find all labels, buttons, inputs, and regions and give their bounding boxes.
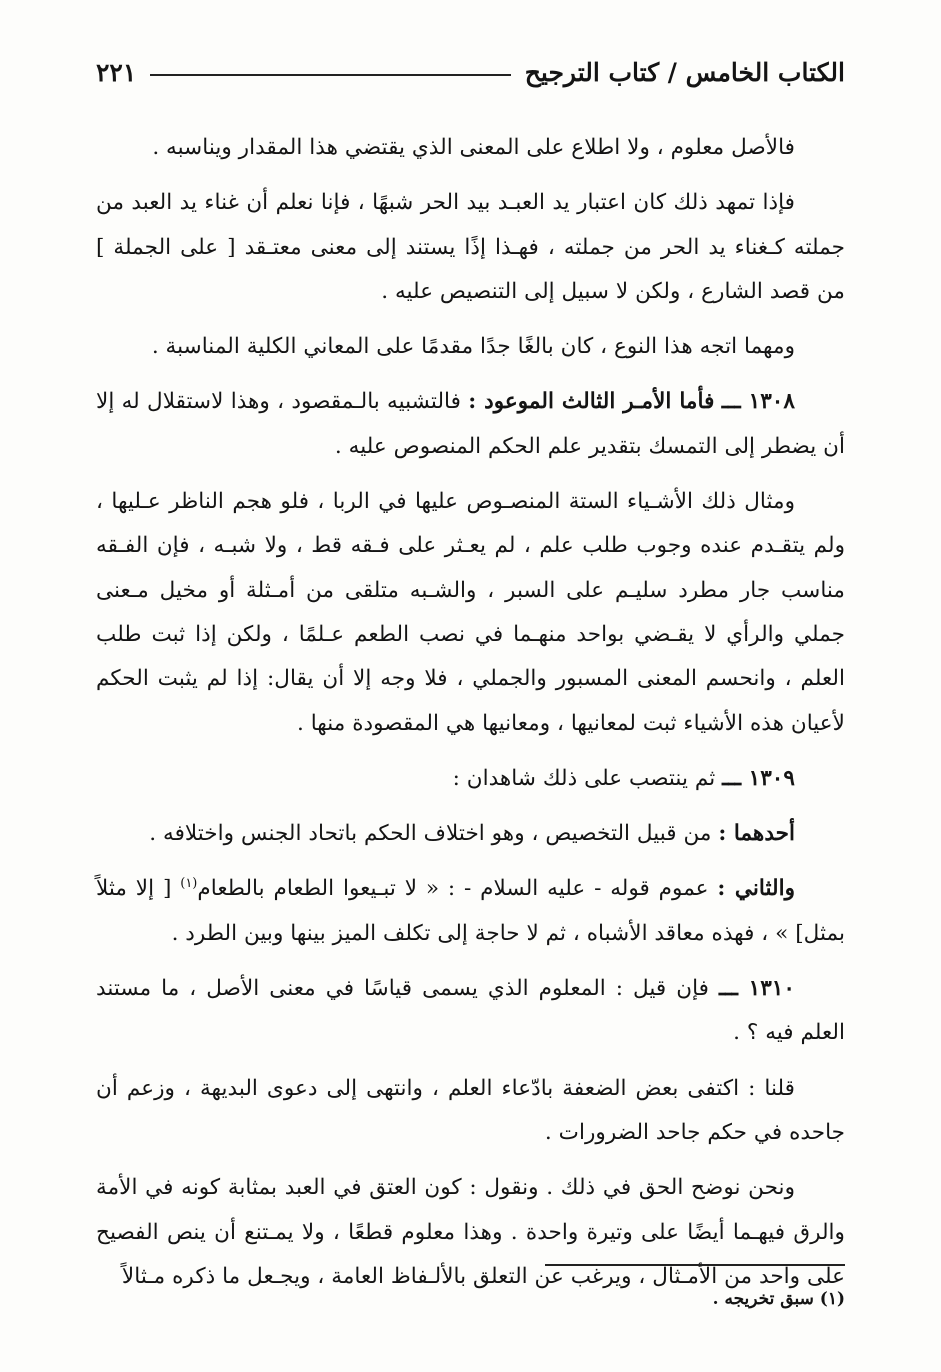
paragraph-3: ومهما اتجه هذا النوع ، كان بالغًا جدًا مقدمًا على المعاني الكلية المناسبة . — [151, 334, 795, 360]
second-witness-text-cont: [ إلا مثلاً بمثل] » ، فهذه معاقد الأشباه ، ثم لا حاجة إلى تكلف الميز بينها وبين الطرد . — [96, 876, 845, 946]
section-text-1308: فالتشبيه بالـمقصود ، وهذا لاستقلال له إلا — [96, 389, 461, 415]
paragraph-second-witness — [96, 867, 845, 956]
page-number: ٢٢١ — [96, 57, 137, 87]
first-witness-text: من قبيل التخصيص ، وهو اختلاف الحكم باتحاد الجنس واختلافه . — [149, 821, 712, 847]
label-second: والثاني : — [717, 876, 795, 902]
footnote-rule — [545, 1264, 845, 1266]
paragraph-clarification: ونحن نوضح الحق في ذلك . ونقول : كون العتق في العبد بمثابة كونه في الأمة والرق فيهـما أيضًا على وتيرة واحدة . وهذا معلوم قطعًا ، ولا يمـتنع أن ينص الفصيح على واحد من الأمـثال ، ويرغب عن التعلق بالألـفاظ العامة ، ويجـعل ما ذكره مـثالاً — [96, 1175, 845, 1289]
section-number-1309: ١٣٠٩ ـــ — [722, 765, 795, 791]
footnote: (١) سبق تخريجه . — [712, 1289, 845, 1309]
section-text-1310: فإن قيل : المعلوم الذي يسمى قياسًا في معنى الأصل ، ما مستند العلم فيه ؟ . — [96, 976, 845, 1046]
section-number-1308: ١٣٠٨ ـــ — [721, 389, 796, 415]
section-number-1310: ١٣١٠ ـــ — [718, 976, 795, 1002]
section-text-1309: ثم ينتصب على ذلك شاهدان : — [452, 765, 716, 791]
paragraph-1310 — [96, 967, 845, 1056]
paragraph-2: فإذا تمهد ذلك كان اعتبار يد العبـد بيد الحر شبهًا ، فإنا نعلم أن غناء يد العبد من جملته كـغناء يد الحر من جملته ، فهـذا إذًا يستند إلى معنى معتـقد [ على الجملة ] من قصد الشارع ، ولكن لا سبيل إلى التنصيص عليه . — [96, 190, 845, 304]
paragraph-1309 — [96, 757, 845, 801]
paragraph-1: فالأصل معلوم ، ولا اطلاع على المعنى الذي يقتضي هذا المقدار ويناسبه . — [152, 135, 795, 160]
paragraph-first-witness — [96, 812, 845, 856]
header-rule — [150, 74, 510, 76]
paragraph-answer: قلنا : اكتفى بعض الضعفة بادّعاء العلم ، وانتهى إلى دعوى البديهة ، وزعم أن جاحده في حكم جاحد الضرورات . — [96, 1075, 845, 1145]
second-witness-text: عموم قوله - عليه السلام - : « لا تبـيعوا الطعام بالطعام — [197, 876, 709, 902]
header-title: الكتاب الخامس / كتاب الترجيح — [524, 57, 845, 87]
section-text-1308-cont: أن يضطر إلى التمسك بتقدير علم الحكم المنصوص عليه . — [334, 433, 845, 459]
section-lead-1308: فأما الأمـر الثالث الموعود : — [468, 389, 715, 415]
main-text — [96, 126, 845, 1310]
footnote-marker: (١) — [180, 876, 198, 892]
running-header — [96, 50, 845, 94]
paragraph-example: ومثال ذلك الأشـياء الستة المنصـوص عليها في الربا ، فلو هجم الناظر عـليها ، ولم يتقـدم عنده وجوب طلب علم ، لم يعـثر على فـقه قط ، ولا شبـه ، فإن الفـقه مناسب جار مطرد سليـم على السبر ، والشـبه متلقى من أمـثلة أو مخيل مـعنى جملي والرأي لا يقـضي بواحد منهـما في نصب الطعم عـلمًا ، ولكن إذا ثبت طلب العلم ، وانحسم المعنى المسبور والجملي ، فلا وجه إلا أن يقال: إذا لم يثبت الحكم لأعيان هذه الأشياء ثبت لمعانيها ، ومعانيها هي المقصودة منها . — [96, 489, 845, 736]
label-first: أحدهما : — [718, 821, 795, 847]
paragraph-1308 — [96, 380, 845, 469]
